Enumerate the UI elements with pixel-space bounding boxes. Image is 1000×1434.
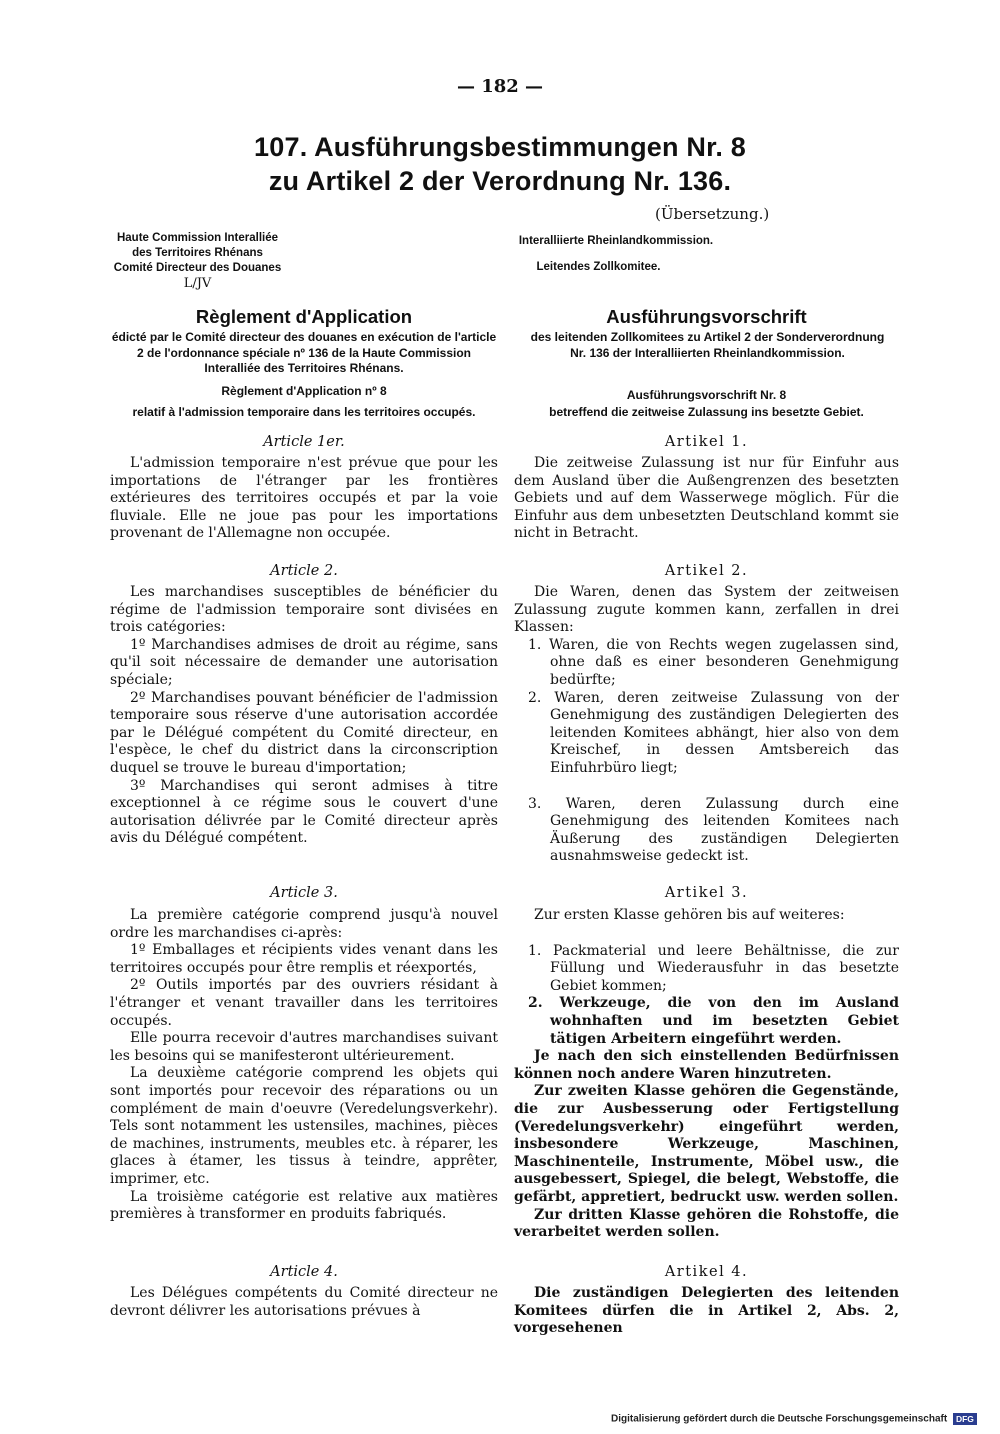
right-committee-header: Leitendes Zollkomitee. <box>536 261 661 273</box>
paragraph: L'admission temporaire n'est prévue que pour les importations de l'étranger par les frontières extérieures des territoires occupés et par la voie fluviale. Elle ne joue pas pour les importations provenant de l'Allemagne non occupée. <box>110 455 498 542</box>
right-section-title: Ausführungsvorschrift <box>606 306 807 327</box>
list-item: 1. Waren, die von Rechts wegen zugelassen sind, ohne daß es einer besonderen Genehmigung bedürfte; <box>528 636 899 688</box>
left-article-3-text <box>110 907 498 1224</box>
paragraph: Elle pourra recevoir d'autres marchandises suivant les besoins qui se manifesteront ultérieurement. <box>110 1030 498 1064</box>
list-item: 2. Werkzeuge, die von den im Ausland wohnhaften und im besetzten Gebiet tätigen Arbeitern eingeführt werden. <box>528 995 899 1047</box>
left-article-3-heading: Article 3. <box>270 885 338 901</box>
paragraph: Die zuständigen Delegierten des leitenden Komitees dürfen die in Artikel 2, Abs. 2, vorgesehenen <box>514 1285 899 1337</box>
right-article-1-text <box>514 455 899 543</box>
right-article-3-text <box>514 907 899 1242</box>
right-article-1-heading: Artikel 1. <box>664 434 749 450</box>
list-item: 1. Packmaterial und leere Behältnisse, die zur Füllung und Wiederausfuhr in das besetzte Gebiet kommen; <box>528 942 899 994</box>
left-reg-number: Règlement d'Application nº 8 <box>221 384 387 398</box>
list-item: 2. Waren, deren zeitweise Zulassung von der Genehmigung des zuständigen Delegierten des leitenden Komitees abhängt, hier also von dem Kreischef, in dessen Amtsbereich das Einfuhrbüro liegt; <box>528 689 899 776</box>
left-reg-subject: relatif à l'admission temporaire dans les territoires occupés. <box>132 405 476 419</box>
left-header-line: Haute Commission Interalliée <box>116 232 279 244</box>
paragraph: 1º Emballages et récipients vides venant dans les territoires occupés pour être remplis et réexportés, <box>110 942 498 976</box>
left-article-2-text <box>110 584 498 848</box>
paragraph: Les Délégues compétents du Comité directeur ne devront délivrer les autorisations prévues à <box>110 1285 498 1319</box>
paragraph: La deuxième catégorie comprend les objets qui sont importés pour recevoir des réparations ou un complément de main d'oeuvre (Veredelungsverkehr). Tels sont notamment les ustensiles, machines, pièces de machines, instruments, meubles etc. à réparer, les glaces à étamer, les tissus à teindre, apprêter, imprimer, etc. <box>110 1065 498 1187</box>
paragraph: Les marchandises susceptibles de bénéficier du régime de l'admission temporaire sont divisées en trois catégories: <box>110 584 498 636</box>
paragraph: Zur ersten Klasse gehören bis auf weiteres: <box>534 907 845 923</box>
left-article-4-heading: Article 4. <box>270 1264 338 1280</box>
right-article-4-text <box>514 1285 899 1338</box>
paragraph: 1º Marchandises admises de droit au régime, sans qu'il soit nécessaire de demander une autorisation spéciale; <box>110 636 498 688</box>
translation-note: (Übersetzung.) <box>655 205 770 223</box>
dfg-logo-icon: DFG <box>953 1413 977 1425</box>
title-line-1: 107. Ausführungsbestimmungen Nr. 8 <box>254 132 746 162</box>
left-header-line: Comité Directeur des Douanes <box>113 262 282 274</box>
paragraph: Zur zweiten Klasse gehören die Gegenstände, die zur Ausbesserung oder Fertigstellung (Veredelungsverkehr) eingeführt werden, insbesondere Werkzeuge, Maschinen, Maschinenteile, Instrumente, Möbel usw., die ausgebessert, Spiegel, die belegt, Webstoffe, die gefärbt, appretiert, bedruckt usw. werden sollen. <box>514 1083 899 1205</box>
left-header-ref: L/JV <box>183 276 212 291</box>
list-item: 3. Waren, deren Zulassung durch eine Genehmigung des leitenden Komitees nach Äußerung des zuständigen Delegierten ausnahmsweise gedeckt ist. <box>528 795 899 865</box>
paragraph: Die zeitweise Zulassung ist nur für Einfuhr aus dem Ausland über die Außengrenzen des besetzten Gebiets und auf dem Wasserwege möglich. Für die Einfuhr aus dem unbesetzten Deutschland kommt sie nicht in Betracht. <box>514 455 899 542</box>
left-article-2-heading: Article 2. <box>270 563 338 579</box>
left-header-line: des Territoires Rhénans <box>132 247 263 259</box>
paragraph: Je nach den sich einstellenden Bedürfnissen können noch andere Waren hinzutreten. <box>514 1048 899 1082</box>
left-article-1-text <box>110 455 498 543</box>
left-section-title: Règlement d'Application <box>195 306 413 327</box>
paragraph: Zur dritten Klasse gehören die Rohstoffe, die verarbeitet werden sollen. <box>514 1206 899 1241</box>
title-line-2: zu Artikel 2 der Verordnung Nr. 136. <box>268 166 732 196</box>
footer-text: Digitalisierung gefördert durch die Deutsche Forschungsgemeinschaft <box>611 1413 948 1425</box>
right-article-2-text <box>514 584 899 866</box>
right-reg-subject: betreffend die zeitweise Zulassung ins besetzte Gebiet. <box>549 405 864 419</box>
left-article-1-heading: Article 1er. <box>263 434 345 450</box>
page-number: — 182 — <box>456 76 544 97</box>
paragraph: 2º Outils importés par des ouvriers résidant à l'étranger et venant travailler dans les territoires occupés. <box>110 977 498 1029</box>
paragraph: 2º Marchandises pouvant bénéficier de l'admission temporaire sous réserve d'une autorisation accordée par le Délégué compétent du Comité directeur, en l'espèce, le chef du district dans la circonscription duquel se trouve le bureau d'importation; <box>110 689 498 776</box>
paragraph: La première catégorie comprend jusqu'à nouvel ordre les marchandises ci-après: <box>110 907 498 941</box>
paragraph: La troisième catégorie est relative aux matières premières à transformer en produits fabriqués. <box>110 1188 498 1223</box>
left-subtitle: édicté par le Comité directeur des douanes en exécution de l'article 2 de l'ordonnance spéciale nº 136 de la Haute Commission Interalliée des Territoires Rhénans. <box>111 330 497 375</box>
right-article-2-heading: Artikel 2. <box>664 563 749 579</box>
left-article-4-text <box>110 1285 498 1320</box>
digitization-footer <box>611 1413 977 1425</box>
paragraph: 3º Marchandises qui seront admises à titre exceptionnel à ce régime sous le couvert d'une autorisation délivrée par le Comité directeur après avis du Délégué compétent. <box>110 777 498 847</box>
right-article-3-heading: Artikel 3. <box>664 885 749 901</box>
document-title <box>0 130 1000 198</box>
right-subtitle: des leitenden Zollkomitees zu Artikel 2 der Sonderverordnung Nr. 136 der Interalliierten Rheinlandkommission. <box>530 330 885 360</box>
paragraph: Die Waren, denen das System der zeitweisen Zulassung zugute kommen kann, zerfallen in drei Klassen: <box>514 584 899 636</box>
right-article-4-heading: Artikel 4. <box>664 1264 749 1280</box>
left-authority-header <box>110 231 285 291</box>
right-reg-number: Ausführungsvorschrift Nr. 8 <box>626 388 787 402</box>
right-authority-header: Interalliierte Rheinlandkommission. <box>518 235 714 247</box>
